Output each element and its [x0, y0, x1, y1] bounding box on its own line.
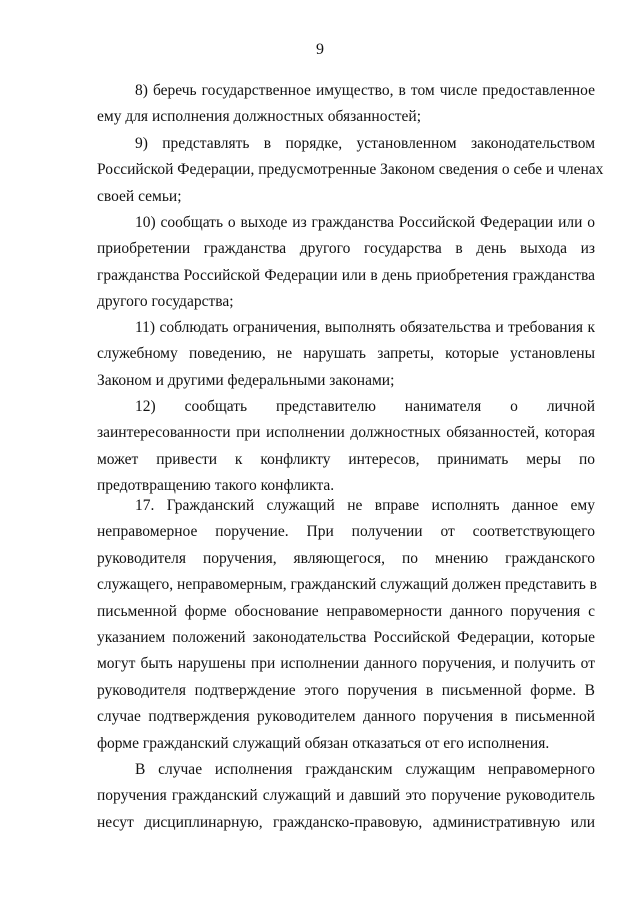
text-line: служащего, неправомерным, гражданский служащий должен представить в — [97, 576, 597, 594]
text-line: 9) представлять в порядке, установленном законодательством — [135, 135, 595, 152]
text-line: своей семьи; — [97, 187, 182, 205]
text-line: другого государства; — [97, 293, 234, 311]
paragraph — [97, 493, 595, 757]
page-number: 9 — [316, 41, 324, 58]
text-line: поручения гражданский служащий и давший это поручение руководитель — [97, 787, 595, 805]
text-line: В случае исполнения гражданским служащим неправомерного — [135, 761, 595, 778]
paragraph — [97, 757, 595, 836]
text-line: заинтересованности при исполнении должностных обязанностей, которая — [97, 424, 595, 442]
text-line: Российской Федерации, предусмотренные Законом сведения о себе и членах — [97, 161, 604, 179]
text-line: 11) соблюдать ограничения, выполнять обязательства и требования к — [135, 319, 595, 336]
paragraph — [97, 78, 595, 131]
text-line: письменной форме обоснование неправомерности данного поручения с — [97, 602, 595, 620]
text-line: могут быть нарушены при исполнении данного поручения, и получить от — [97, 655, 595, 673]
text-line: указанием положений законодательства Российской Федерации, которые — [97, 629, 595, 647]
text-line: неправомерное поручение. При получении от соответствующего — [97, 523, 595, 541]
text-line: 10) сообщать о выходе из гражданства Российской Федерации или о — [135, 214, 595, 231]
paragraph — [97, 131, 604, 210]
text-line: несут дисциплинарную, гражданско-правовую, административную или — [97, 813, 595, 831]
text-line: может привести к конфликту интересов, принимать меры по — [97, 450, 595, 468]
text-line: руководителя подтверждение этого поручения в письменной форме. В — [97, 681, 595, 699]
text-line: 17. Гражданский служащий не вправе исполнять данное ему — [135, 497, 595, 514]
text-line: Законом и другими федеральными законами; — [97, 371, 395, 389]
paragraph — [97, 394, 595, 500]
text-line: руководителя поручения, являющегося, по мнению гражданского — [97, 549, 595, 567]
text-line: 8) беречь государственное имущество, в том числе предоставленное — [135, 82, 595, 99]
paragraph — [97, 210, 595, 316]
text-line: гражданства Российской Федерации или в день приобретения гражданства — [97, 266, 595, 284]
text-line: случае подтверждения руководителем данного поручения в письменной — [97, 708, 595, 726]
paragraph — [97, 315, 595, 394]
text-line: служебному поведению, не нарушать запреты, которые установлены — [97, 345, 595, 363]
text-line: ему для исполнения должностных обязанностей; — [97, 108, 421, 126]
text-line: форме гражданский служащий обязан отказаться от его исполнения. — [97, 734, 550, 752]
text-line: предотвращению такого конфликта. — [97, 477, 335, 495]
text-line: приобретении гражданства другого государства в день выхода из — [97, 240, 595, 258]
text-line: 12) сообщать представителю нанимателя о личной — [135, 398, 595, 415]
